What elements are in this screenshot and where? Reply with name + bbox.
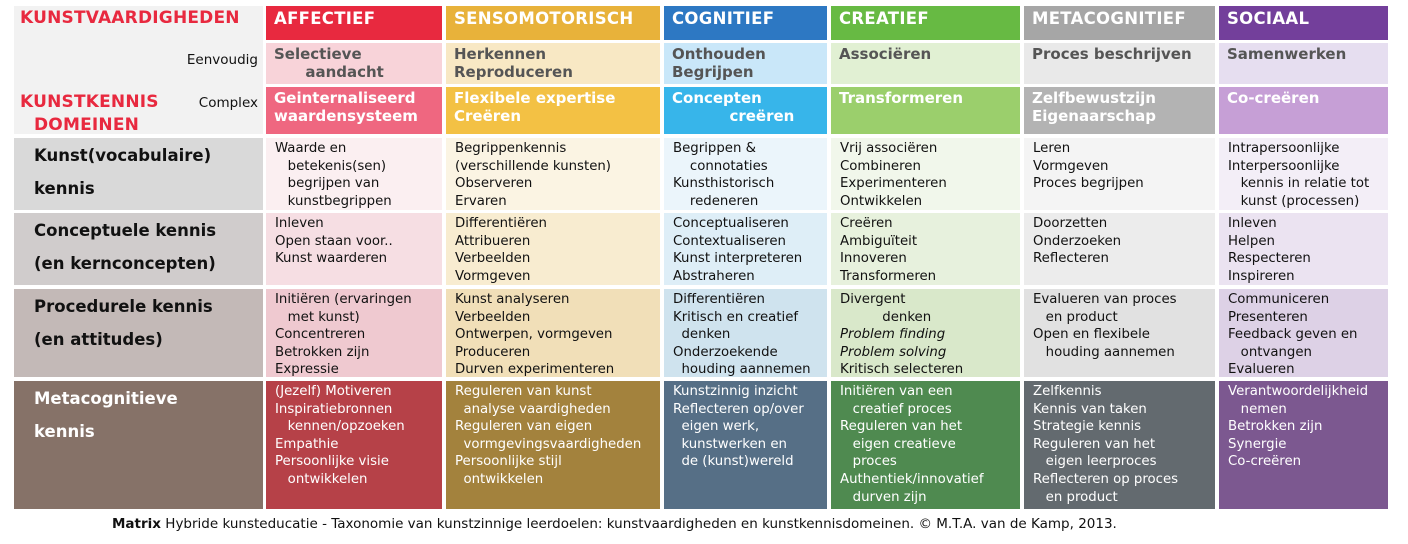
sensomotorisch-row-2: Differentiëren Attribueren Verbeelden Vormgeven [446, 213, 660, 285]
column-header-sensomotorisch: SENSOMOTORISCH [446, 6, 660, 40]
kunstvaardigheden-title: KUNSTVAARDIGHEDEN [20, 8, 240, 28]
cognitief-row-1: Begrippen & connotaties Kunsthistorisch redeneren [664, 138, 827, 210]
row-label-procedureel [14, 289, 263, 377]
row-label-procedureel-line2: (en attitudes) [34, 330, 163, 349]
creatief-procedureel-line: Divergent [840, 292, 906, 307]
cognitief-row-2: Conceptualiseren Contextualiseren Kunst interpreteren Abstraheren [664, 213, 827, 285]
sociaal-row-1: Intrapersoonlijke Interpersoonlijke kennis in relatie tot kunst (processen) [1219, 138, 1388, 210]
metacognitief-row-1: Leren Vormgeven Proces begrijpen [1024, 138, 1215, 210]
row-label-vocabulaire-line2: kennis [34, 179, 95, 198]
creatief-row-2: Creëren Ambiguïteit Innoveren Transformeren [831, 213, 1020, 285]
creatief-row-1: Vrij associëren Combineren Experimenteren Ontwikkelen [831, 138, 1020, 210]
affectief-row-1: Waarde en betekenis(sen) begrijpen van kunstbegrippen [266, 138, 442, 210]
sociaal-complex: Co-creëren [1219, 87, 1388, 134]
creatief-procedureel-line: Problem finding [840, 327, 946, 343]
affectief-row-3: Initiëren (ervaringen met kunst) Concentreren Betrokken zijn Expressie [266, 289, 442, 377]
sensomotorisch-complex: Flexibele expertise Creëren [446, 87, 660, 134]
creatief-procedureel-line: Kritisch selecteren [840, 362, 964, 377]
sensomotorisch-simple: Herkennen Reproduceren [446, 43, 660, 84]
row-label-vocabulaire [14, 138, 263, 210]
affectief-simple: Selectieve aandacht [266, 43, 442, 84]
sociaal-row-3: Communiceren Presenteren Feedback geven en ontvangen Evalueren [1219, 289, 1388, 377]
row-label-metacognitief-line1: Metacognitieve [34, 389, 178, 408]
row-label-conceptueel-line2: (en kernconcepten) [34, 254, 216, 273]
kunstkennis-title: KUNSTKENNIS [20, 92, 159, 112]
sensomotorisch-row-1: Begrippenkennis (verschillende kunsten) Observeren Ervaren [446, 138, 660, 210]
cognitief-simple: Onthouden Begrijpen [664, 43, 827, 84]
creatief-row-3 [831, 289, 1020, 377]
affectief-row-2: Inleven Open staan voor.. Kunst waarderen [266, 213, 442, 285]
sociaal-simple: Samenwerken [1219, 43, 1388, 84]
row-label-metacognitief-line2: kennis [34, 422, 95, 441]
metacognitief-row-3: Evalueren van proces en product Open en flexibele houding aannemen [1024, 289, 1215, 377]
creatief-complex: Transformeren [831, 87, 1020, 134]
metacognitief-simple: Proces beschrijven [1024, 43, 1215, 84]
affectief-complex: Geinternaliseerd waardensysteem [266, 87, 442, 134]
creatief-procedureel-line: denken [840, 309, 932, 325]
creatief-procedureel-line: Problem solving [840, 344, 947, 360]
cognitief-row-3: Differentiëren Kritisch en creatief denken Onderzoekende houding aannemen [664, 289, 827, 377]
metacognitief-row-2: Doorzetten Onderzoeken Reflecteren [1024, 213, 1215, 285]
creatief-row-4: Initiëren van een creatief proces Reguleren van het eigen creatieve proces Authentiek/innovatief durven zijn [831, 381, 1020, 509]
affectief-row-4: (Jezelf) Motiveren Inspiratiebronnen kennen/opzoeken Empathie Persoonlijke visie ontwikkelen [266, 381, 442, 509]
column-header-affectief: AFFECTIEF [266, 6, 442, 40]
caption [112, 516, 1312, 538]
row-label-conceptueel-line1: Conceptuele kennis [34, 221, 217, 240]
sociaal-row-2: Inleven Helpen Respecteren Inspireren [1219, 213, 1388, 285]
row-label-procedureel-line1: Procedurele kennis [34, 297, 213, 316]
creatief-simple: Associëren [831, 43, 1020, 84]
column-header-cognitief: COGNITIEF [664, 6, 827, 40]
eenvoudig-label: Eenvoudig [186, 52, 258, 68]
metacognitief-complex: Zelfbewustzijn Eigenaarschap [1024, 87, 1215, 134]
cognitief-row-4: Kunstzinnig inzicht Reflecteren op/over eigen werk, kunstwerken en de (kunst)wereld [664, 381, 827, 509]
sensomotorisch-row-4: Reguleren van kunst analyse vaardigheden Reguleren van eigen vormgevingsvaardigheden Persoonlijke stijl ontwikkelen [446, 381, 660, 509]
sociaal-row-4: Verantwoordelijkheid nemen Betrokken zijn Synergie Co-creëren [1219, 381, 1388, 509]
column-header-sociaal: SOCIAAL [1219, 6, 1388, 40]
row-label-conceptueel [14, 213, 263, 285]
cognitief-complex: Concepten creëren [664, 87, 827, 134]
metacognitief-row-4: Zelfkennis Kennis van taken Strategie kennis Reguleren van het eigen leerproces Reflecteren op proces en product [1024, 381, 1215, 509]
column-header-creatief: CREATIEF [831, 6, 1020, 40]
sensomotorisch-row-3: Kunst analyseren Verbeelden Ontwerpen, vormgeven Produceren Durven experimenteren [446, 289, 660, 377]
caption-bold: Matrix [112, 516, 161, 532]
row-label-metacognitief [14, 381, 263, 509]
column-header-metacognitief: METACOGNITIEF [1024, 6, 1215, 40]
row-label-vocabulaire-line1: Kunst(vocabulaire) [34, 146, 212, 165]
caption-text: Hybride kunsteducatie - Taxonomie van kunstzinnige leerdoelen: kunstvaardigheden en kunstkennisdomeinen. © M.T.A. van de Kamp, 2013. [161, 516, 1117, 532]
domeinen-title: DOMEINEN [34, 115, 140, 135]
complex-label: Complex [198, 95, 258, 111]
